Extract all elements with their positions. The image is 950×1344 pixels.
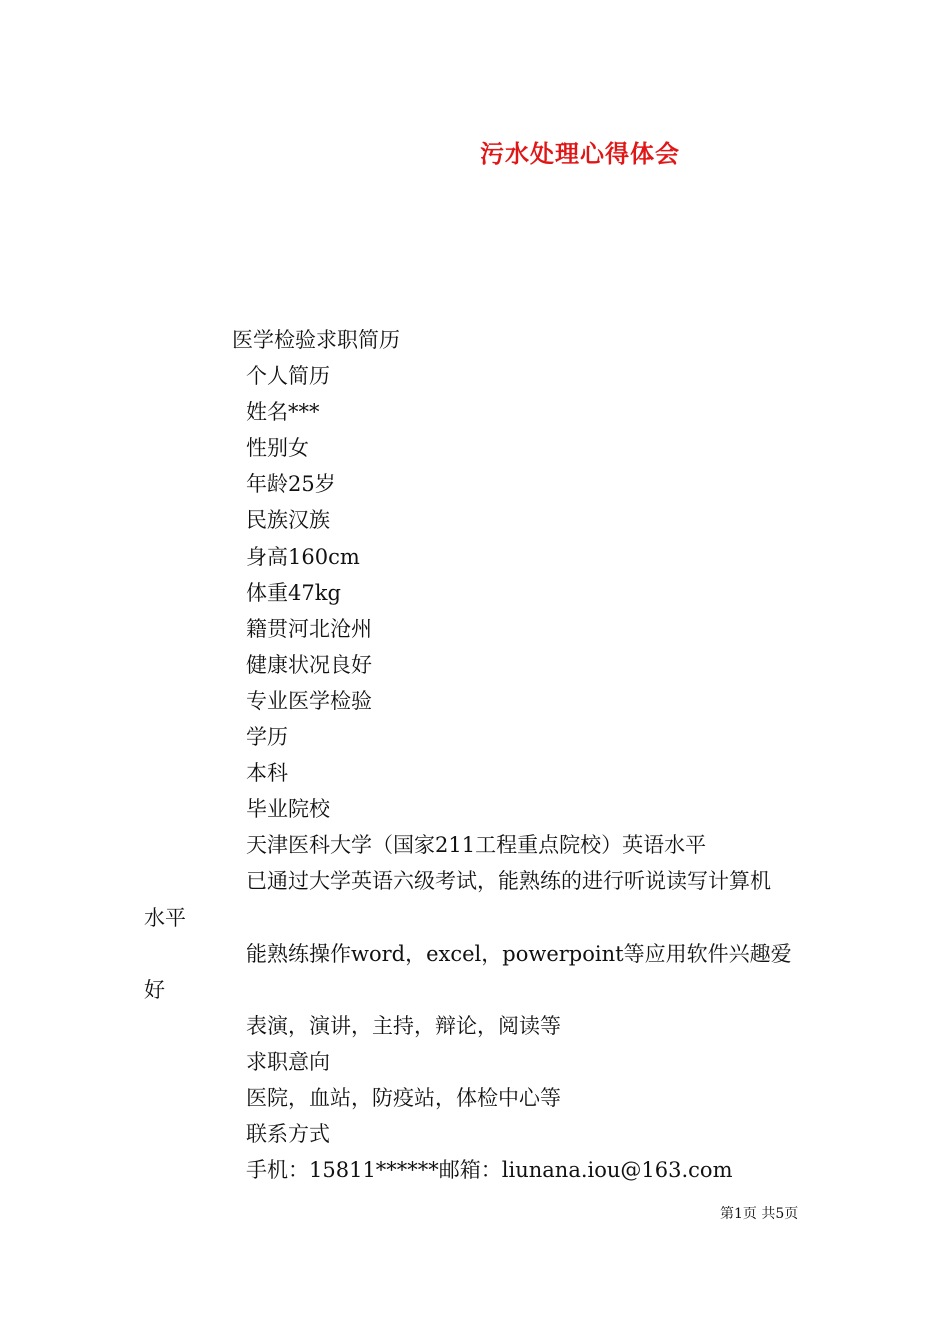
- resume-line: 健康状况良好: [246, 652, 372, 677]
- resume-line: 联系方式: [246, 1122, 330, 1147]
- resume-line: 求职意向: [246, 1049, 330, 1074]
- resume-line: 专业医学检验: [246, 688, 372, 713]
- resume-line: 年龄25岁: [246, 472, 336, 497]
- resume-line: 性别女: [246, 436, 309, 461]
- resume-line: 已通过大学英语六级考试，能熟练的进行听说读写计算机: [246, 869, 771, 894]
- resume-line: 本科: [246, 761, 288, 786]
- page-number-footer: 第1页 共5页: [720, 1206, 799, 1222]
- document-title: 污水处理心得体会: [480, 139, 680, 168]
- resume-line: 民族汉族: [246, 508, 330, 533]
- resume-body: [0, 322, 950, 1188]
- resume-contact-line: 手机：15811******邮箱：liunana.iou@163.com: [246, 1158, 733, 1183]
- resume-line-continuation: 好: [144, 977, 165, 1002]
- resume-line: 体重47kg: [246, 580, 341, 605]
- resume-line-continuation: 水平: [144, 905, 186, 930]
- resume-line: 天津医科大学（国家211工程重点院校）英语水平: [246, 833, 707, 858]
- resume-heading: 医学检验求职简历: [232, 328, 400, 352]
- resume-line: 身高160cm: [246, 544, 360, 569]
- resume-line: 学历: [246, 725, 288, 750]
- resume-line: 表演，演讲，主持，辩论，阅读等: [246, 1013, 561, 1038]
- resume-line: 籍贯河北沧州: [246, 616, 372, 641]
- resume-line: 毕业院校: [246, 797, 330, 822]
- resume-line: 医院，血站，防疫站，体检中心等: [246, 1085, 561, 1110]
- resume-line: 能熟练操作word，excel，powerpoint等应用软件兴趣爱: [246, 941, 792, 966]
- resume-line: 个人简历: [246, 364, 330, 389]
- resume-line: 姓名***: [246, 400, 320, 425]
